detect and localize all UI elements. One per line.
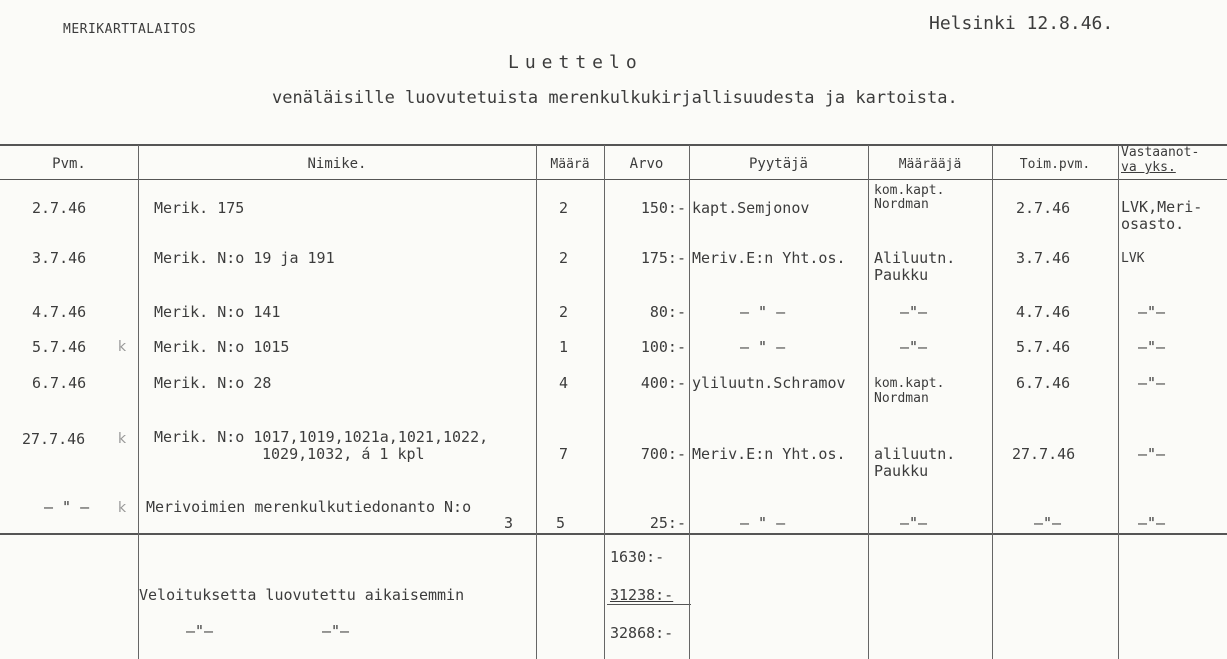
cell-maaraaja-line1: –"– [900, 514, 928, 532]
ditto-mark: –"– [322, 622, 350, 640]
cell-toim-pvm: 3.7.46 [1016, 249, 1071, 267]
cell-maaraaja-line1: –"– [900, 303, 928, 321]
cell-arvo: 100:- [640, 338, 686, 356]
cell-maaraaja-line2: Paukku [874, 462, 929, 480]
column-divider [689, 145, 690, 659]
column-divider [604, 145, 605, 659]
cell-arvo: 400:- [640, 374, 686, 392]
subtotal-value: 1630:- [610, 548, 665, 566]
cell-nimike: Merik. N:o 28 [154, 374, 272, 392]
cell-pvm: 6.7.46 [32, 374, 87, 392]
cell-vastaanottava-line1: LVK,Meri- [1121, 198, 1203, 216]
earlier-free-label: Veloituksetta luovutettu aikaisemmin [139, 586, 465, 604]
document-subtitle: venäläisille luovutetuista merenkulkukirjallisuudesta ja kartoista. [272, 88, 958, 108]
cell-nimike-line2: 3 [504, 514, 514, 532]
cell-maara: 2 [559, 303, 569, 321]
cell-vastaanottava-line1: LVK [1121, 251, 1145, 266]
cell-arvo: 700:- [640, 445, 686, 463]
place-and-date: Helsinki 12.8.46. [929, 13, 1114, 34]
cell-nimike-line2: 1029,1032, á 1 kpl [262, 445, 425, 463]
cell-nimike: Merik. N:o 1015 [154, 338, 290, 356]
cell-pvm: – " – [44, 498, 90, 516]
column-divider [536, 145, 537, 659]
document-title: Luettelo [508, 52, 643, 73]
ditto-mark: –"– [186, 622, 214, 640]
column-header-vastaanottava-line2: va yks. [1121, 160, 1176, 175]
cell-nimike-line1: Merivoimien merenkulkutiedonanto N:o [146, 498, 472, 516]
cell-pyytaja: Meriv.E:n Yht.os. [692, 447, 846, 462]
cell-maaraaja-line1: kom.kapt. [874, 376, 945, 391]
column-header-nimike: Nimike. [307, 156, 367, 172]
cell-vastaanottava-line2: osasto. [1121, 215, 1185, 233]
cell-maaraaja-line2: Paukku [874, 266, 929, 284]
cell-maaraaja-line1: kom.kapt. [874, 183, 945, 198]
cell-pyytaja: – " – [740, 338, 786, 356]
subtotal-underline [607, 604, 691, 605]
cell-toim-pvm: 27.7.46 [1012, 445, 1076, 463]
cell-maaraaja-line2: Nordman [874, 197, 929, 212]
organization-name: MERIKARTTALAITOS [63, 22, 197, 37]
cell-nimike-line1: Merik. N:o 1017,1019,1021a,1021,1022, [154, 428, 489, 446]
table-body-end-rule [0, 533, 1227, 535]
cell-pvm: 2.7.46 [32, 199, 87, 217]
cell-toim-pvm: –"– [1034, 514, 1062, 532]
cell-maara: 4 [559, 374, 569, 392]
column-header-vastaanottava-line1: Vastaanot- [1121, 145, 1200, 160]
cell-toim-pvm: 2.7.46 [1016, 199, 1071, 217]
cell-pvm: 27.7.46 [22, 430, 86, 448]
column-divider [992, 145, 993, 659]
cell-nimike: Merik. N:o 19 ja 191 [154, 249, 335, 267]
check-mark-icon: k [118, 431, 127, 447]
column-header-arvo: Arvo [629, 156, 664, 172]
table-header-rule [0, 179, 1227, 180]
table-top-rule [0, 144, 1227, 146]
cell-maara: 5 [556, 514, 566, 532]
column-header-maaraaja: Määrääjä [898, 157, 962, 172]
cell-maaraaja-line1: –"– [900, 338, 928, 356]
cell-pvm: 5.7.46 [32, 338, 87, 356]
column-header-maara: Määrä [550, 157, 590, 172]
cell-arvo: 175:- [640, 249, 686, 267]
cell-maara: 2 [559, 199, 569, 217]
check-mark-icon: k [118, 500, 127, 516]
cell-pyytaja: Meriv.E:n Yht.os. [692, 251, 846, 266]
cell-toim-pvm: 6.7.46 [1016, 374, 1071, 392]
cell-vastaanottava-line1: –"– [1138, 338, 1166, 356]
cell-pyytaja: – " – [740, 303, 786, 321]
column-divider [1118, 145, 1119, 659]
cell-toim-pvm: 5.7.46 [1016, 338, 1071, 356]
cell-pvm: 3.7.46 [32, 249, 87, 267]
earlier-free-value: 31238:- [610, 586, 674, 604]
column-divider [868, 145, 869, 659]
cell-maara: 2 [559, 249, 569, 267]
cell-nimike: Merik. 175 [154, 199, 245, 217]
cell-nimike: Merik. N:o 141 [154, 303, 281, 321]
cell-pyytaja: – " – [740, 514, 786, 532]
cell-vastaanottava-line1: –"– [1138, 445, 1166, 463]
cell-maara: 1 [559, 338, 569, 356]
cell-toim-pvm: 4.7.46 [1016, 303, 1071, 321]
check-mark-icon: k [118, 339, 127, 355]
column-header-vastaanottava [1121, 146, 1227, 174]
grand-total-value: 32868:- [610, 624, 674, 642]
cell-maaraaja-line1: Aliluutn. [874, 249, 956, 267]
cell-pyytaja: yliluutn.Schramov [692, 376, 846, 391]
cell-vastaanottava-line1: –"– [1138, 514, 1166, 532]
column-header-pvm: Pvm. [52, 156, 86, 172]
cell-pvm: 4.7.46 [32, 303, 87, 321]
cell-maaraaja-line2: Nordman [874, 391, 929, 406]
cell-maaraaja-line1: aliluutn. [874, 445, 956, 463]
cell-pyytaja: kapt.Semjonov [692, 199, 810, 217]
column-divider [138, 145, 139, 659]
cell-arvo: 25:- [649, 514, 686, 532]
column-header-toim-pvm: Toim.pvm. [1019, 157, 1091, 172]
cell-vastaanottava-line1: –"– [1138, 303, 1166, 321]
column-header-pyytaja: Pyytäjä [748, 156, 808, 172]
cell-arvo: 80:- [649, 303, 686, 321]
cell-maara: 7 [559, 445, 569, 463]
cell-vastaanottava-line1: –"– [1138, 374, 1166, 392]
cell-arvo: 150:- [640, 199, 686, 217]
